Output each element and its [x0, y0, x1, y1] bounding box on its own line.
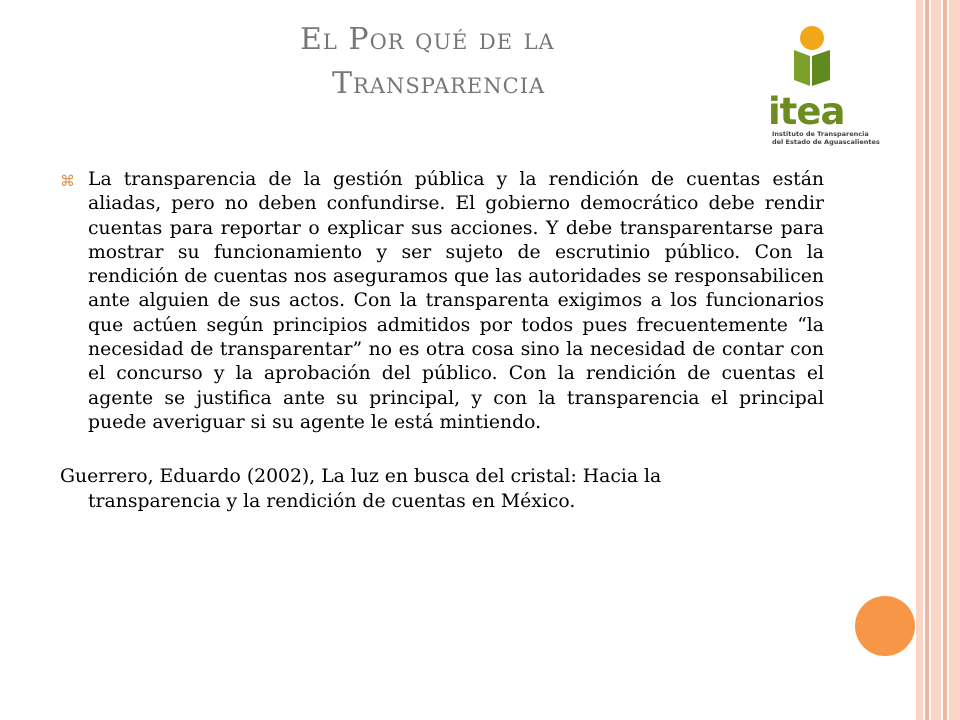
- citation-line-1: Guerrero, Eduardo (2002), La luz en busca del cristal: Hacia la: [60, 466, 662, 488]
- itea-logo: [760, 20, 880, 158]
- slide-title: [300, 18, 740, 106]
- logo-subtitle: Instituto de Transparencia del Estado de Aguascalientes: [772, 130, 880, 146]
- logo-wordmark: itea: [768, 90, 845, 133]
- title-line-1: El Por qué de la: [300, 22, 555, 57]
- bullet-paragraph: La transparencia de la gestión pública y la rendición de cuentas están aliadas, pero no deben confundirse. El gobierno democrático debe rendir cuentas para reportar o explicar sus acciones. Y debe transparentarse para mostrar su funcionamiento y ser sujeto de escrutinio público. Con la rendición de cuentas nos aseguramos que las autoridades se responsabilicen ante alguien de sus actos. Con la transparenta exigimos a los funcionarios que actúen según principios admitidos por todos pues frecuentemente “la necesidad de transparentar” no es otra cosa sino la necesidad de contar con el concurso y la aprobación del público. Con la rendición de cuentas el agente se justifica ante su principal, y con la transparencia el principal puede averiguar si su agente le está mintiendo.: [88, 169, 824, 433]
- decorative-stripes: [916, 0, 960, 720]
- decorative-orange-circle: [855, 596, 915, 656]
- bullet-item: [60, 168, 824, 435]
- citation: [60, 465, 824, 514]
- logo-figure-icon: [760, 20, 880, 98]
- citation-line-2: transparencia y la rendición de cuentas en México.: [88, 490, 576, 512]
- slide-content: [60, 168, 824, 514]
- title-line-2: Transparencia: [332, 66, 546, 101]
- x-bullet-icon: ⌘: [60, 172, 75, 190]
